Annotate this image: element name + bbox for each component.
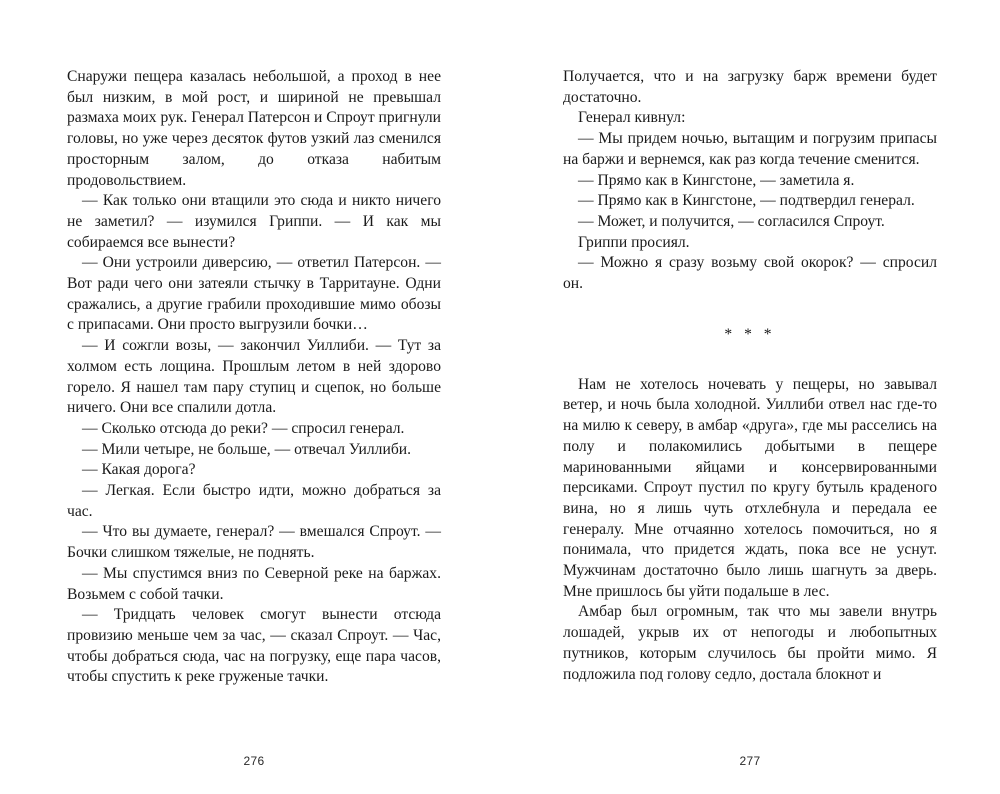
paragraph: — Мили четыре, не больше, — отвечал Уиллиби. — [82, 440, 411, 458]
paragraph: — Прямо как в Кингстоне, — заметила я. — [578, 171, 855, 189]
paragraph: — Мы спустимся вниз по Северной реке на баржах. Возьмем с собой тачки. — [67, 564, 441, 603]
left-page-text — [67, 67, 441, 688]
paragraph: — Прямо как в Кингстоне, — подтвердил генерал. — [578, 192, 915, 210]
paragraph: — И сожгли возы, — закончил Уиллиби. — Тут за холмом есть лощина. Прошлым летом в ней здорово горело. Я нашел там пару ступиц и сцепок, но больше ничего. Они все спалили дотла. — [67, 337, 441, 417]
paragraph: — Может, и получится, — согласился Спроут. — [578, 212, 885, 230]
paragraph: — Какая дорога? — [82, 461, 196, 479]
paragraph: — Как только они втащили это сюда и никто ничего не заметил? — изумился Гриппи. — И как мы собираемся все вынести? — [67, 192, 441, 251]
paragraph: Гриппи просиял. — [578, 233, 690, 251]
paragraph: Генерал кивнул: — [578, 109, 686, 127]
paragraph: — Легкая. Если быстро идти, можно добраться за час. — [67, 482, 441, 520]
paragraph: — Сколько отсюда до реки? — спросил генерал. — [82, 419, 405, 437]
paragraph: — Тридцать человек смогут вынести отсюда провизию меньше чем за час, — сказал Спроут. — Час, чтобы добраться сюда, час на погрузку, еще пара часов, чтобы спустить к реке груженые тачки. — [67, 606, 441, 686]
paragraph: — Что вы думаете, генерал? — вмешался Спроут. — Бочки слишком тяжелые, не поднять. — [67, 523, 441, 562]
right-page-text — [563, 67, 937, 685]
page-number-left: 276 — [243, 754, 265, 768]
paragraph: — Можно я сразу возьму свой окорок? — спросил он. — [563, 254, 937, 293]
paragraph: Амбар был огромным, так что мы завели внутрь лошадей, укрыв их от непогоды и любопытных путников, которым случилось бы пройти мимо. Я подложила под голову седло, достала блокнот и — [563, 603, 937, 683]
paragraph: Снаружи пещера казалась небольшой, а проход в нее был низким, в мой рост, и шириной не превышал размаха моих рук. Генерал Патерсон и Спроут пригнули головы, но уже через десяток футов узкий лаз сменился просторным залом, до отказа набитым продовольствием. — [67, 68, 442, 189]
paragraph: Получается, что и на загрузку барж времени будет достаточно. — [563, 68, 937, 106]
paragraph: — Мы придем ночью, вытащим и погрузим припасы на баржи и вернемся, как раз когда течение сменится. — [563, 130, 937, 168]
right-page — [563, 67, 937, 794]
page-number-right: 277 — [739, 754, 761, 768]
section-separator: * * * — [724, 325, 776, 343]
left-page — [67, 67, 441, 794]
paragraph: Нам не хотелось ночевать у пещеры, но завывал ветер, и ночь была холодной. Уиллиби отвел нас где-то на милю к северу, в амбар «друга», где мы расселись на полу и полакомились добытыми в пещере маринованными яйцами и консервированными персиками. Спроут пустил по кругу бутыль краденого вина, но я лишь чуть отхлебнула и передала ее генералу. Мне отчаянно хотелось помочиться, но я понимала, что придется ждать, пока все не уснут. Мужчинам достаточно было лишь шагнуть за дверь. Мне пришлось бы уйти подальше в лес. — [563, 375, 937, 600]
paragraph: — Они устроили диверсию, — ответил Патерсон. — Вот ради чего они затеяли стычку в Тарритауне. Одни сражались, а другие грабили проходившие мимо обозы с припасами. Они просто выгрузили бочки… — [67, 254, 441, 334]
